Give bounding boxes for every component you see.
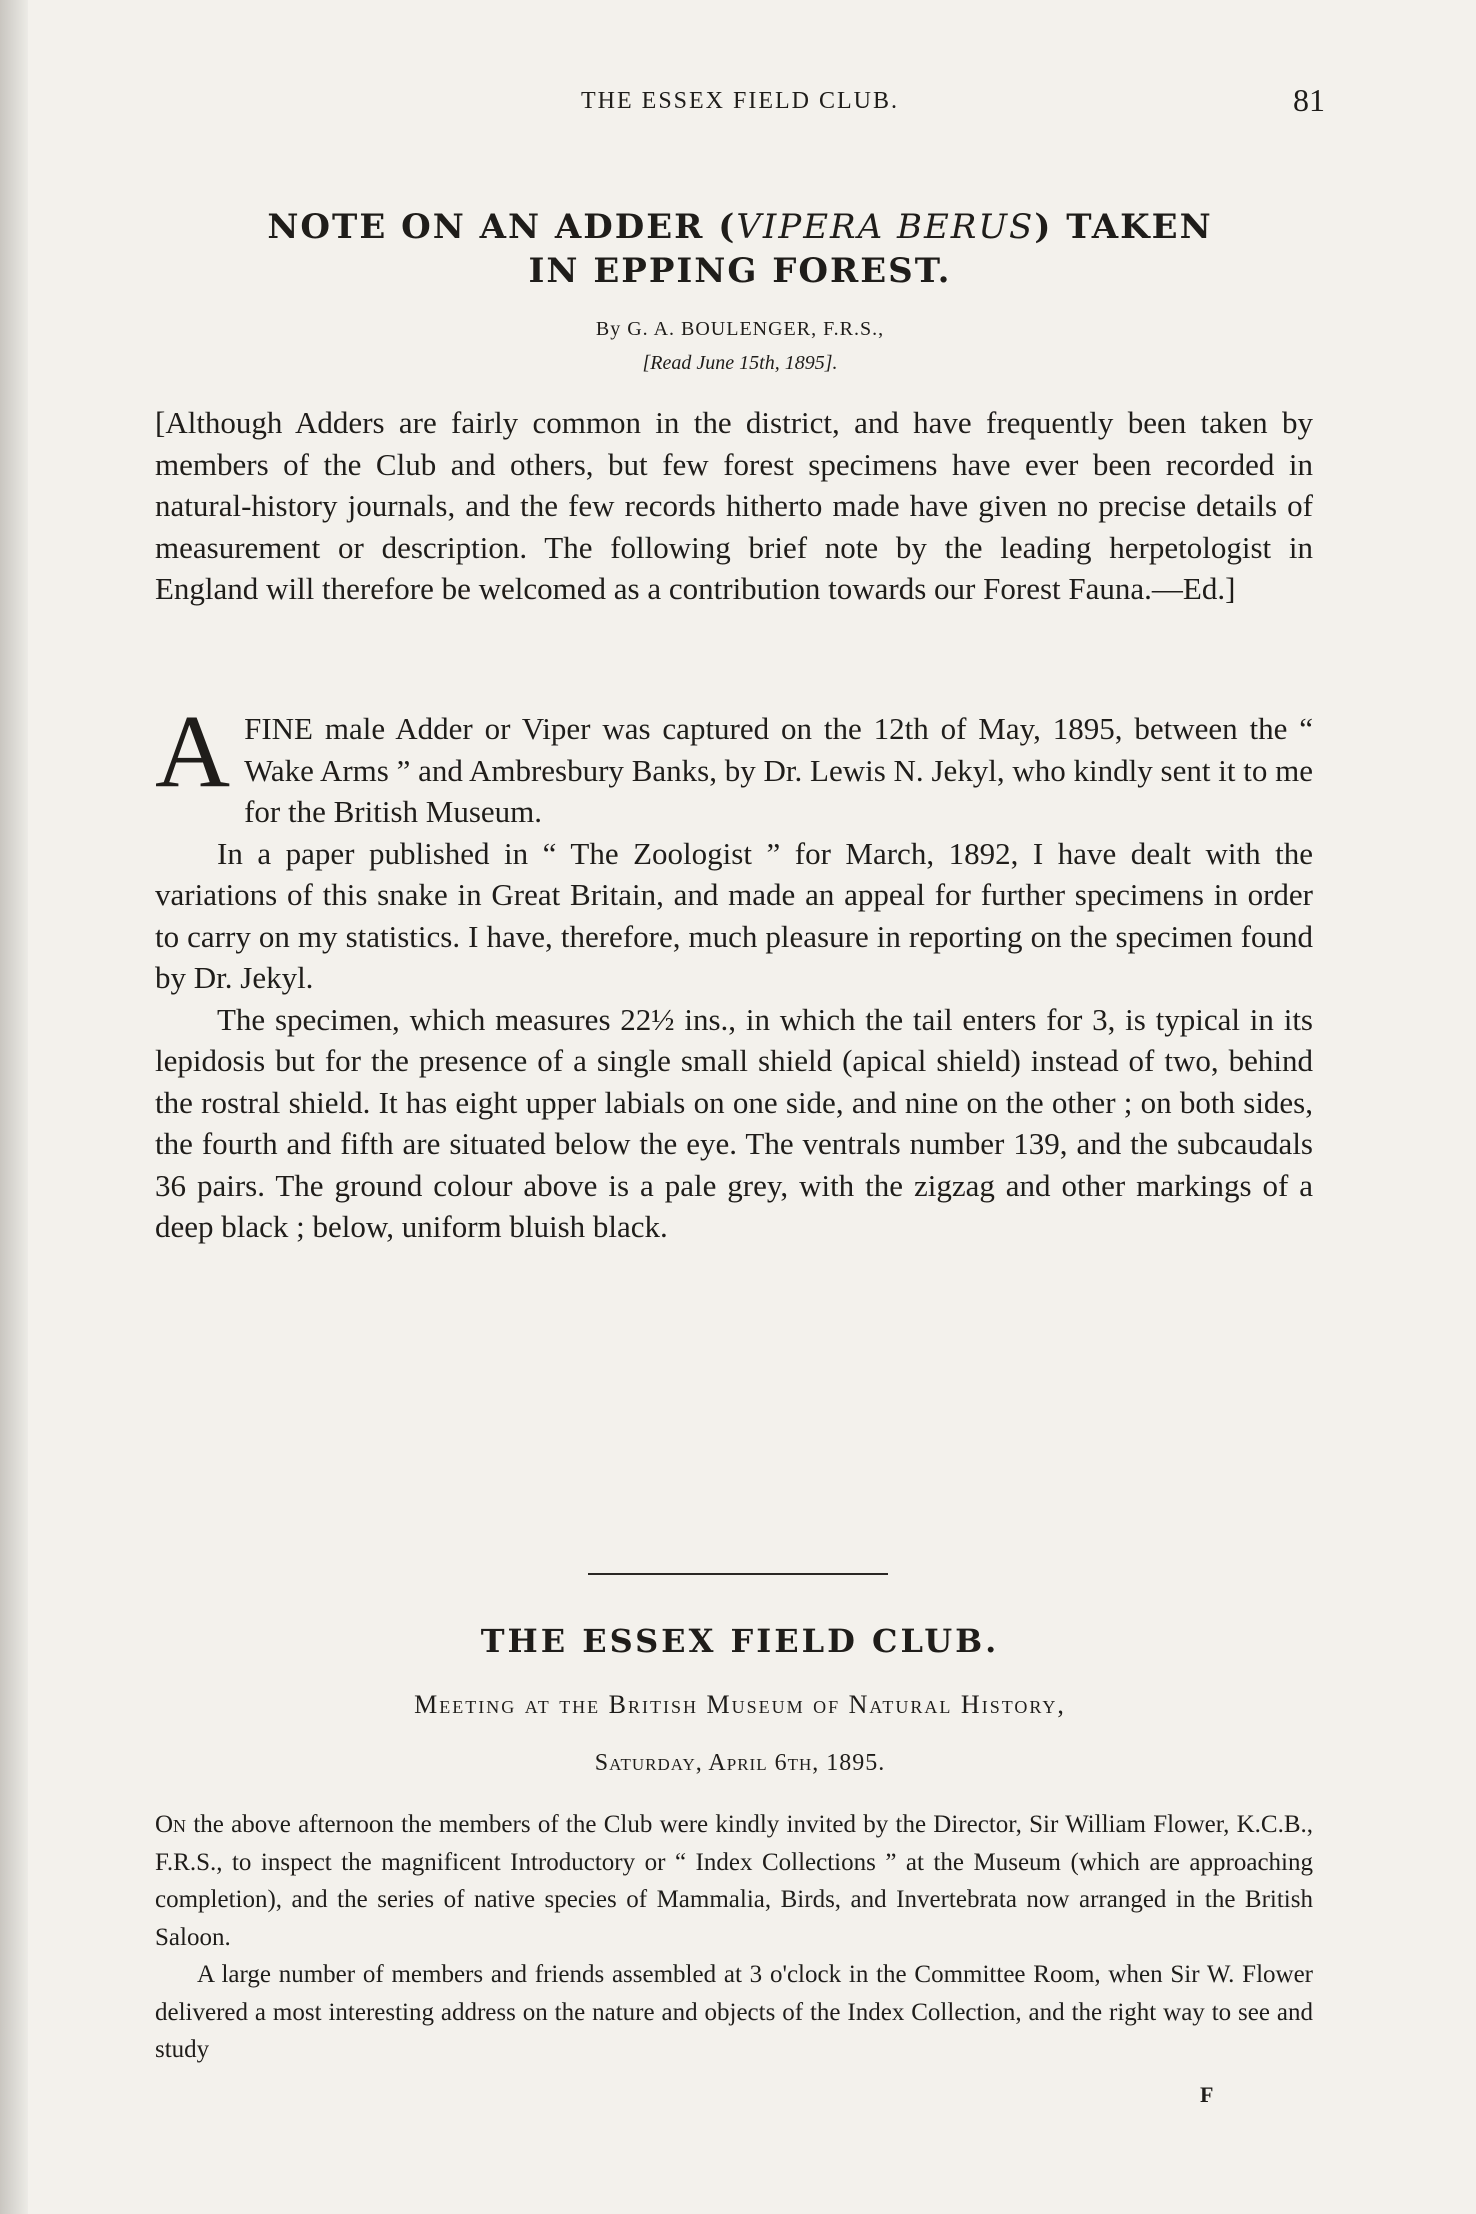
page-gutter-shadow bbox=[0, 0, 28, 2214]
page-number: 81 bbox=[1293, 82, 1325, 118]
report-paragraph-1 bbox=[155, 1806, 1313, 1956]
page-header bbox=[155, 82, 1325, 128]
report-paragraph-1-text: the above afternoon the members of the Club were kindly invited by the Director, Sir William Flower, K.C.B., F.R.S., to inspect the magnificent Introductory or “ Index Collections ” at the Museum (which are approaching completion), and the series of native species of Mammalia, Birds, and Invertebrata now arranged in the British Saloon. bbox=[155, 1811, 1313, 1951]
article-paragraph-3: The specimen, which measures 22½ ins., in which the tail enters for 3, is typical in its lepidosis but for the presence of a single small shield (apical shield) instead of two, behind the rostral shield. It has eight upper labials on one side, and nine on the other ; on both sides, the fourth and fifth are situated below the eye. The ventrals number 139, and the subcaudals 36 pairs. The ground colour above is a pale grey, with the zigzag and other markings of a deep black ; below, uniform bluish black. bbox=[155, 1001, 1313, 1244]
title-line2: IN EPPING FOREST. bbox=[528, 251, 952, 291]
meeting-report bbox=[155, 1806, 1313, 2069]
paragraph-1-text: FINE male Adder or Viper was captured on the 12th of May, 1895, between the “ Wake Arms ” and Ambresbury Banks, by Dr. Lewis N. Jekyl, who kindly sent it to me for the British Museum. bbox=[244, 711, 1313, 829]
running-head: THE ESSEX FIELD CLUB. bbox=[581, 88, 899, 114]
title-species-name: VIPERA BERUS bbox=[736, 207, 1035, 247]
article-paragraph-2: In a paper published in “ The Zoologist ” for March, 1892, I have dealt with the variations of this snake in Great Britain, and made an appeal for further specimens in order to carry on my statistics. I have, therefore, much pleasure in reporting on the specimen found by Dr. Jekyl. bbox=[155, 835, 1313, 995]
editor-note bbox=[155, 402, 1313, 610]
report-lead-word: On bbox=[155, 1811, 187, 1838]
section-heading: THE ESSEX FIELD CLUB. bbox=[480, 1622, 1000, 1660]
article-title bbox=[155, 205, 1325, 293]
author-byline: By G. A. BOULENGER, F.R.S., bbox=[595, 318, 885, 340]
drop-cap: A bbox=[155, 694, 231, 809]
article-paragraph-1 bbox=[155, 694, 1313, 833]
section-divider bbox=[588, 1573, 888, 1575]
article-body bbox=[155, 694, 1313, 1248]
meeting-subheading: Meeting at the British Museum of Natural History, bbox=[414, 1690, 1066, 1719]
title-part1: NOTE ON AN ADDER ( bbox=[267, 207, 737, 247]
signature-mark: F bbox=[1200, 2082, 1214, 2107]
meeting-date: Saturday, April 6th, 1895. bbox=[594, 1750, 886, 1776]
read-date: [Read June 15th, 1895]. bbox=[642, 352, 838, 374]
report-paragraph-2: A large number of members and friends assembled at 3 o'clock in the Committee Room, when Sir W. Flower delivered a most interesting address on the nature and objects of the Index Collection, and the right way to see and study bbox=[155, 1961, 1313, 2063]
title-part2: ) TAKEN bbox=[1034, 207, 1213, 247]
editor-note-text: [Although Adders are fairly common in the district, and have frequently been taken by members of the Club and others, but few forest specimens have ever been recorded in natural-history journals, and the few records hitherto made have given no precise details of measurement or description. The following brief note by the leading herpetologist in England will therefore be welcomed as a contribution towards our Forest Fauna.—Ed.] bbox=[155, 405, 1313, 606]
